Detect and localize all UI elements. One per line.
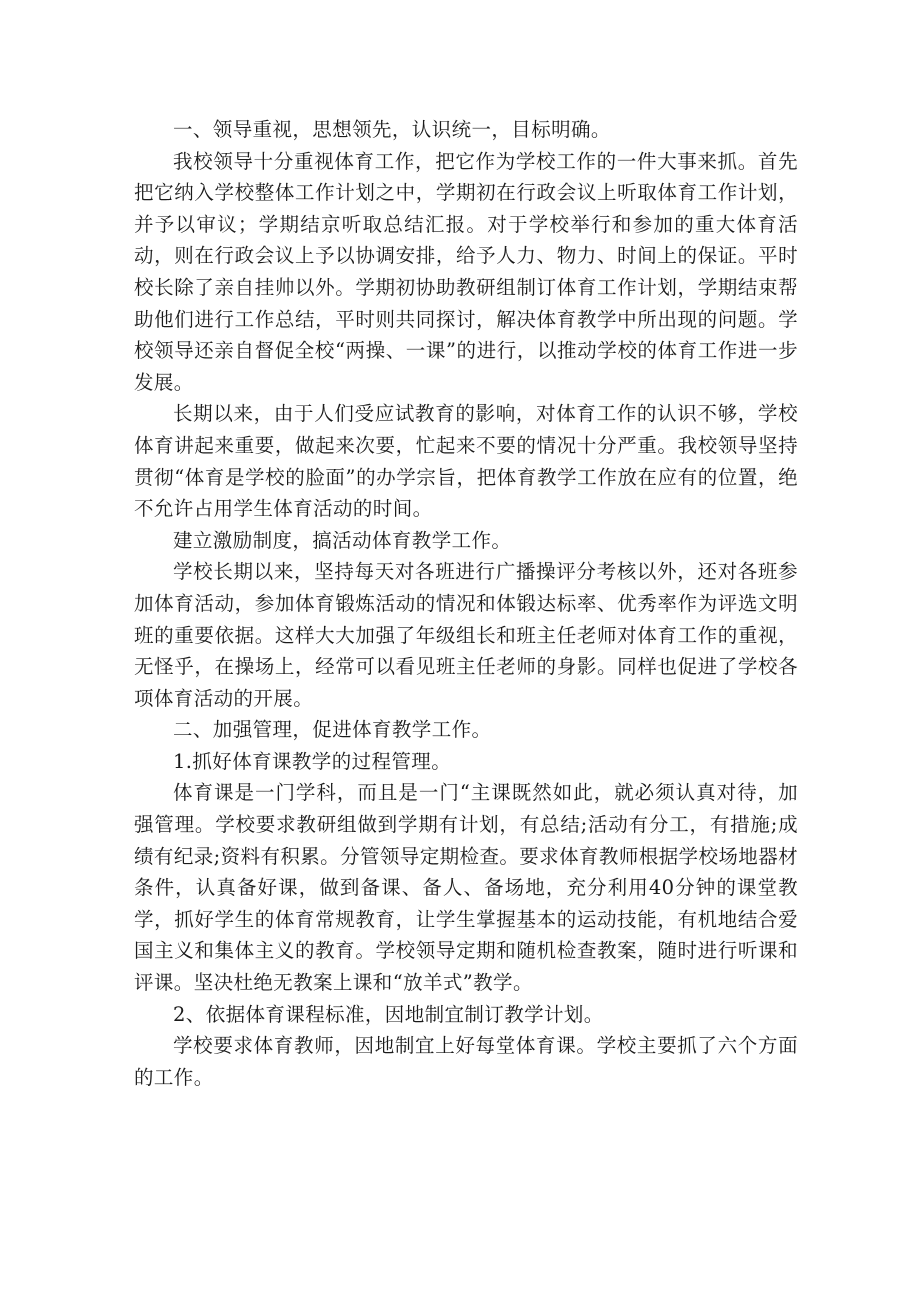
subheading-incentive: 建立激励制度，搞活动体育教学工作。	[173, 528, 512, 552]
paragraph-incentive: 学校长期以来，坚持每天对各班进行广播操评分考核以外，还对各班参加体育活动，参加体育锻炼活动的情况和体锻达标率、优秀率作为评选文明班的重要依据。这样大大加强了年级组长和班主任老师对体育工作的重视，无怪乎，在操场上，经常可以看见班主任老师的身影。同样也促进了学校各项体育活动的开展。	[134, 560, 798, 710]
paragraph-course-management: 体育课是一门学科，而且是一门“主课既然如此，就必须认真对待，加强管理。学校要求教研组做到学期有计划，有总结;活动有分工，有措施;成绩有纪录;资料有积累。分管领导定期检查。要求体育教师根据学校场地器材条件，认真备好课，做到备课、备人、备场地，充分利用40分钟的课堂教学，抓好学生的体育常规教育，让学生掌握基本的运动技能，有机地结合爱国主义和集体主义的教育。学校领导定期和随机检查教案，随时进行听课和评课。坚决杜绝无教案上课和“放羊式”教学。	[134, 781, 798, 995]
section-heading-2: 二、加强管理，促进体育教学工作。	[173, 718, 492, 742]
paragraph-exam-influence: 长期以来，由于人们受应试教育的影响，对体育工作的认识不够，学校体育讲起来重要，做起来次要，忙起来不要的情况十分严重。我校领导坚持贯彻“体育是学校的脸面”的办学宗旨，把体育教学工作放在应有的位置，绝不允许占用学生体育活动的时间。	[134, 402, 798, 521]
subheading-1: 1.抓好体育课教学的过程管理。	[173, 749, 452, 773]
paragraph-six-aspects: 学校要求体育教师，因地制宜上好每堂体育课。学校主要抓了六个方面的工作。	[134, 1034, 798, 1089]
paragraph-leadership: 我校领导十分重视体育工作，把它作为学校工作的一件大事来抓。首先把它纳入学校整体工作计划之中，学期初在行政会议上听取体育工作计划，并予以审议；学期结京听取总结汇报。对于学校举行和参加的重大体育活动，则在行政会议上予以协调安排，给予人力、物力、时间上的保证。平时校长除了亲自挂帅以外。学期初协助教研组制订体育工作计划，学期结束帮助他们进行工作总结，平时则共同探讨，解决体育教学中所出现的问题。学校领导还亲自督促全校“两操、一课”的进行，以推动学校的体育工作进一步发展。	[134, 149, 798, 394]
document-body	[134, 114, 798, 1093]
subheading-2: 2、依据体育课程标准，因地制宜制订教学计划。	[173, 1002, 604, 1026]
section-heading-1: 一、领导重视，思想领先，认识统一，目标明确。	[173, 118, 611, 141]
